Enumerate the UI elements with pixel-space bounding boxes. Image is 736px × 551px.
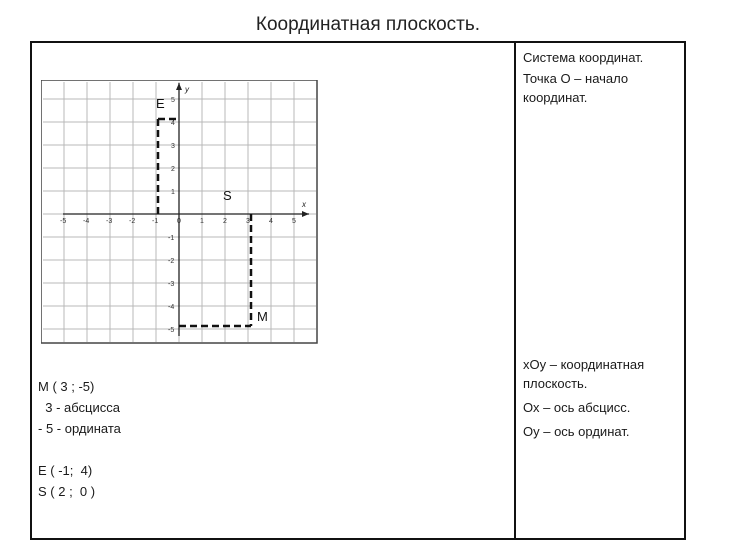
y-tick-label: 4 <box>171 120 175 127</box>
y-tick-label: -4 <box>168 304 175 311</box>
plane-text: хОу – координатная плоскость. <box>523 357 645 391</box>
x-tick-label: -1 <box>152 218 159 225</box>
point-coordinates-notes <box>38 376 121 502</box>
x-tick-label: -2 <box>129 218 136 225</box>
y-tick-label: 2 <box>171 166 175 173</box>
x-tick-label: -5 <box>60 218 67 225</box>
x-tick-label: 1 <box>200 218 204 225</box>
point-m-label: M <box>257 309 268 324</box>
y-tick-label: 1 <box>171 189 175 196</box>
page-title: Координатная плоскость. <box>255 14 481 35</box>
x-axis-arrow <box>302 211 309 217</box>
x-tick-label: -4 <box>83 218 90 225</box>
x-tick-label: 5 <box>292 218 296 225</box>
y-tick-label: -1 <box>168 235 175 242</box>
m-ordinate: - 5 - ордината <box>38 421 121 436</box>
x-tick-label: 4 <box>269 218 273 225</box>
y-axis-label: y <box>185 85 189 94</box>
y-tick-label: 3 <box>171 143 175 150</box>
origin-text: Точка О – начало координат. <box>523 71 629 105</box>
m-coordinates: М ( 3 ; -5) <box>38 379 95 394</box>
y-tick-label: -3 <box>168 281 175 288</box>
x-tick-label: 2 <box>223 218 227 225</box>
blank-line <box>38 439 121 460</box>
y-tick-label: 5 <box>171 97 175 104</box>
definitions-top <box>523 48 681 112</box>
x-tick-label: 3 <box>246 218 250 225</box>
e-coordinates: Е ( -1; 4) <box>38 463 93 478</box>
x-tick-label: -3 <box>106 218 113 225</box>
y-axis-text: Оу – ось ординат. <box>523 424 630 439</box>
coordinate-system-text: Система координат. <box>523 50 644 65</box>
s-coordinates: S ( 2 ; 0 ) <box>38 484 96 499</box>
point-s-label: S <box>223 188 232 203</box>
x-axis-text: Ох – ось абсцисс. <box>523 400 631 415</box>
y-axis-arrow <box>176 83 182 90</box>
x-axis-label: x <box>302 200 306 209</box>
y-tick-labels <box>168 97 175 334</box>
column-divider <box>514 41 516 540</box>
x-tick-labels <box>60 218 296 225</box>
y-tick-label: -5 <box>168 327 175 334</box>
definitions-bottom <box>523 355 681 446</box>
coordinate-plane <box>41 80 319 345</box>
y-tick-label: -2 <box>168 258 175 265</box>
m-abscissa: 3 - абсцисса <box>38 400 120 415</box>
point-e-label: E <box>156 96 165 111</box>
x-tick-label: 0 <box>177 218 181 225</box>
